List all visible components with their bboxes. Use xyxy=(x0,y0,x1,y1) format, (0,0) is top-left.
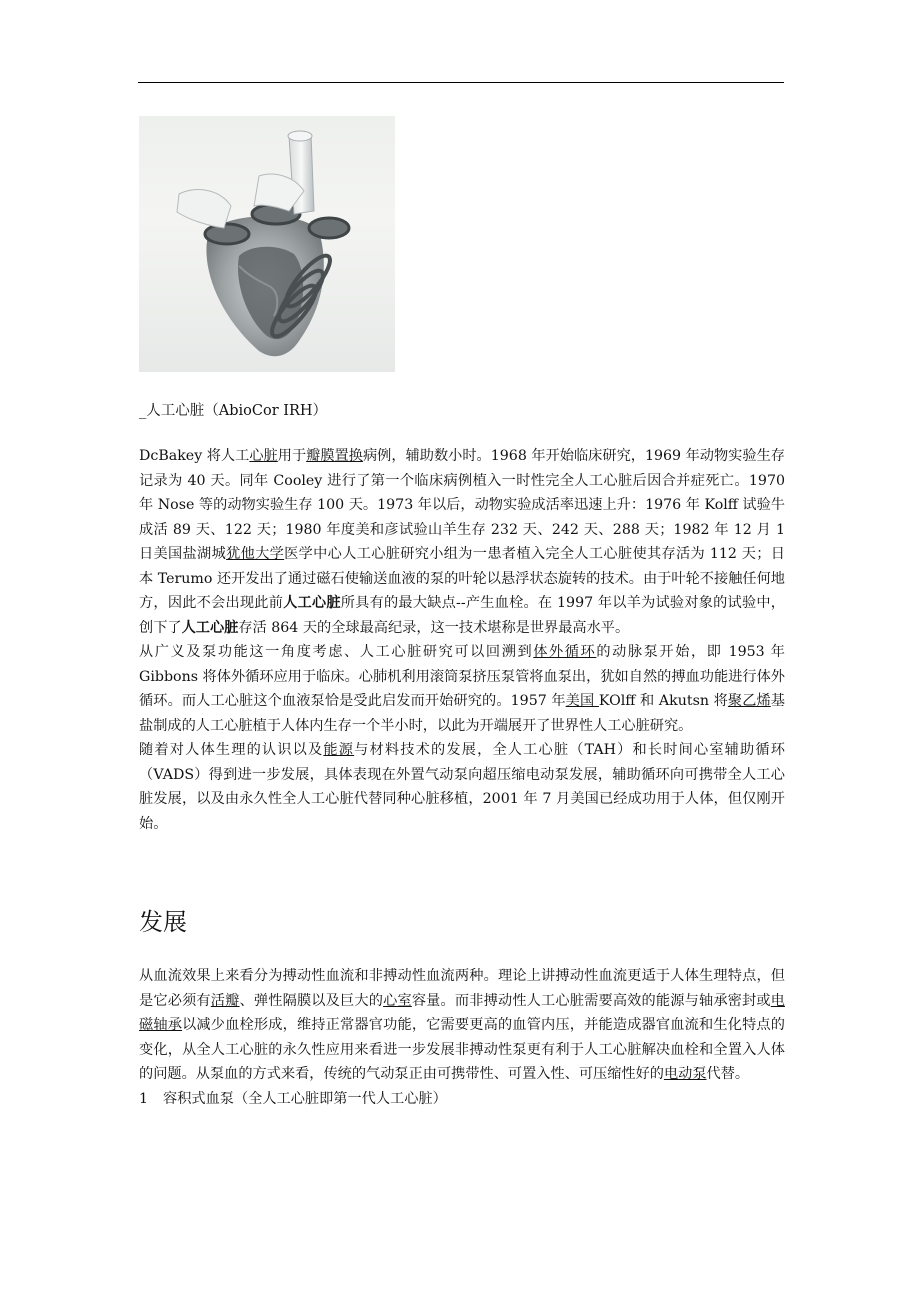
artificial-heart-image xyxy=(139,116,395,372)
paragraph-blood-flow: 从血流效果上来看分为搏动性血流和非搏动性血流两种。理论上讲搏动性血流更适于人体生理特点，但是它必须有活瓣、弹性隔膜以及巨大的心室容量。而非搏动性人工心脏需要高效的能源与轴承密封或电磁轴承以减少血栓形成，维持正常器官功能，它需要更高的血管内压，并能造成器官血流和生化特点的变化，从全人工心脏的永久性应用来看进一步发展非搏动性泵更有利于人工心脏解决血栓和全置入人体的问题。从泵血的方式来看，传统的气动泵正由可携带性、可置入性、可压缩性好的电动泵代替。 xyxy=(139,968,785,1082)
link-electric-pump[interactable]: 电动泵 xyxy=(663,1066,707,1082)
link-energy[interactable]: 能源 xyxy=(323,742,355,758)
link-valve[interactable]: 活瓣 xyxy=(210,992,240,1009)
paragraph-progress: 随着对人体生理的认识以及能源与材料技术的发展，全人工心脏（TAH）和长时间心室辅助循环（VADS）得到进一步发展，具体表现在外置气动泵向超压缩电动泵发展，辅助循环向可携带全人工心脏发展，以及由永久性全人工心脏代替同种心脏移植，2001 年 7 月美国已经成功用于人体，但仅刚开始。 xyxy=(139,742,785,832)
paragraph-origin: 从广义及泵功能这一角度考虑、人工心脏研究可以回溯到体外循环的动脉泵开始，即 1953 年 Gibbons 将体外循环应用于临床。心肺机利用滚筒泵挤压泵管将血泵出，犹如自然的搏血功能进行体外循环。而人工心脏这个血液泵恰是受此启发而开始研究的。1957 年美国 KOlff 和 Akutsn 将聚乙烯基盐制成的人工心脏植于人体内生存一个半小时，以此为开端展开了世界性人工心脏研究。 xyxy=(139,644,785,734)
link-ventricle[interactable]: 心室 xyxy=(383,992,412,1009)
list-item xyxy=(139,1087,785,1112)
link-utah-university[interactable]: 犹他大学 xyxy=(226,546,285,562)
artificial-heart-illustration xyxy=(139,116,395,372)
intro-text xyxy=(139,444,785,836)
link-extracorporeal-circulation[interactable]: 体外循环 xyxy=(533,644,597,660)
list-item-number: 1 xyxy=(139,1090,149,1107)
development-text xyxy=(139,964,785,1111)
bold-artificial-heart-2: 人工心脏 xyxy=(181,619,239,636)
image-caption: _人工心脏（AbioCor IRH） xyxy=(139,403,328,419)
list-item-text: 容积式血泵（全人工心脏即第一代人工心脏） xyxy=(163,1090,447,1107)
paragraph-history: DcBakey 将人工心脏用于瓣膜置换病例，辅助数小时。1968 年开始临床研究，1969 年动物实验生存记录为 40 天。同年 Cooley 进行了第一个临床病例植入一时性完全人工心脏后因合并症死亡。1970 年 Nose 等的动物实验生存 100 天。1973 年以后，动物实验成活率迅速上升：1976 年 Kolff 试验牛成活 89 天、122 天；1980 年度美和彦试验山羊生存 232 天、242 天、288 天；1982 年 12 月 1 日美国盐湖城犹他大学医学中心人工心脏研究小组为一患者植入完全人工心脏使其存活为 112 天；日本 Terumo 还开发出了通过磁石使输送血液的泵的叶轮以悬浮状态旋转的技术。由于叶轮不接触任何地方，因此不会出现此前人工心脏所具有的最大缺点--产生血栓。在 1997 年以羊为试验对象的试验中，创下了人工心脏存活 864 天的全球最高纪录，这一技术堪称是世界最高水平。 xyxy=(139,448,785,636)
link-usa[interactable]: 美国 xyxy=(565,693,599,709)
link-polyethylene[interactable]: 聚乙烯 xyxy=(727,693,771,709)
header-rule xyxy=(138,82,784,83)
bold-artificial-heart: 人工心脏 xyxy=(283,595,341,611)
link-magnetic-bearing[interactable]: 电磁轴承 xyxy=(139,992,785,1033)
section-heading-development: 发展 xyxy=(139,908,187,936)
link-heart[interactable]: 心脏 xyxy=(249,448,278,464)
link-valve-replacement[interactable]: 瓣膜置换 xyxy=(306,448,363,464)
